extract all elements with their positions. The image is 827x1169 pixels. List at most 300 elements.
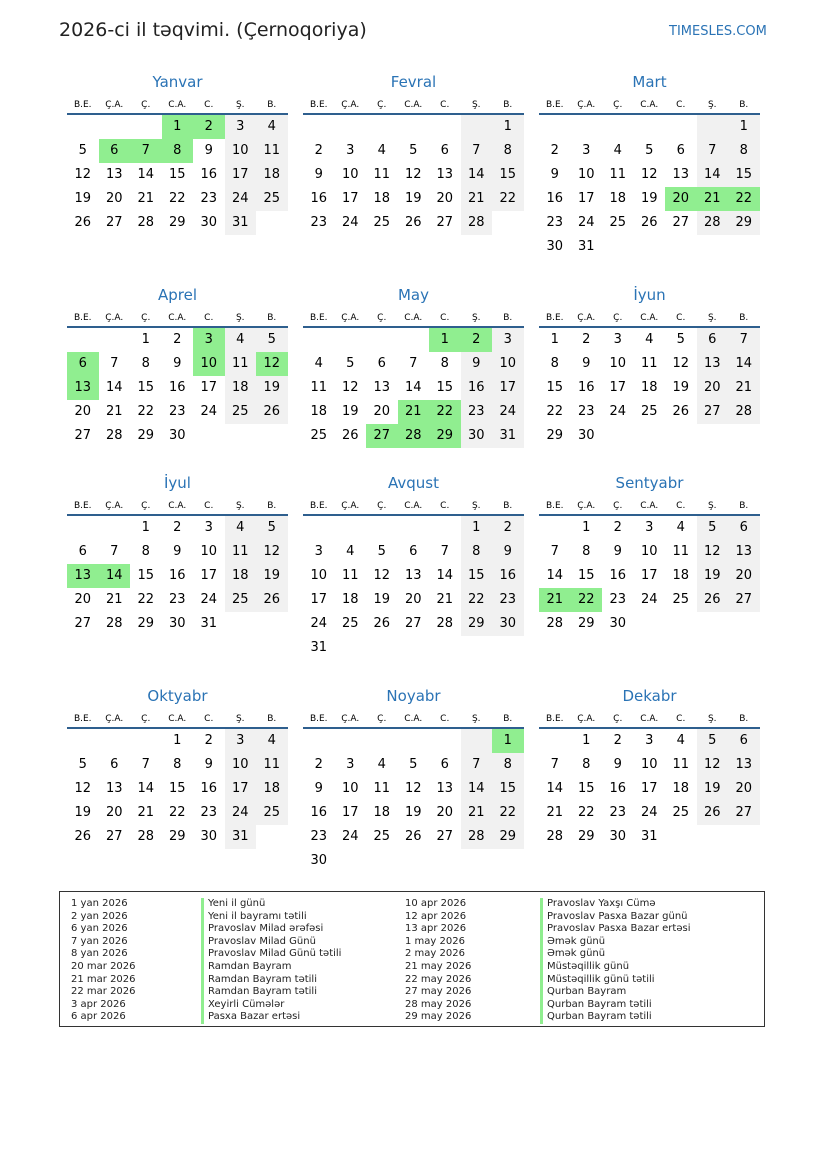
day-cell: 27	[404, 616, 422, 631]
weekday-label: Ç.A.	[105, 714, 124, 724]
weekday-label: Ç.A.	[105, 501, 124, 511]
empty-cell	[366, 115, 398, 139]
holiday-day-cell: 21	[539, 588, 571, 612]
day-cell: 11	[310, 380, 328, 395]
weekday-label: Ç.A.	[577, 714, 596, 724]
day-cell: 9	[613, 544, 622, 559]
day-cell: 15	[492, 163, 524, 187]
day-cell: 1	[141, 520, 150, 535]
day-cell: 20	[436, 191, 454, 206]
day-cell: 5	[697, 729, 729, 753]
day-cell: 15	[436, 380, 454, 395]
holiday-name: Pravoslav Milad Günü	[201, 936, 316, 949]
empty-cell	[335, 115, 367, 139]
day-cell: 6	[728, 729, 760, 753]
day-cell: 23	[200, 805, 218, 820]
weekday-label: B.	[739, 714, 749, 724]
empty-cell	[366, 328, 398, 352]
holiday-day-cell: 1	[162, 115, 194, 139]
day-cell: 8	[582, 544, 591, 559]
empty-cell	[539, 729, 571, 753]
day-cell: 30	[577, 428, 595, 443]
day-grid	[67, 328, 288, 448]
day-cell: 3	[225, 729, 257, 753]
day-cell: 22	[492, 187, 524, 211]
site-link[interactable]: TIMESLES.COM	[669, 24, 767, 39]
holiday-name: Müstəqillik günü	[540, 961, 629, 974]
empty-cell	[602, 115, 634, 139]
holiday-date: 20 mar 2026	[71, 961, 136, 972]
month-12	[539, 687, 760, 849]
holiday-date: 12 apr 2026	[405, 910, 467, 922]
day-cell: 2	[314, 143, 323, 158]
day-cell: 1	[173, 733, 182, 748]
empty-cell	[303, 729, 335, 753]
day-cell: 31	[200, 616, 218, 631]
empty-cell	[67, 729, 99, 753]
weekday-label: Ç.	[141, 501, 151, 511]
day-cell: 27	[728, 801, 760, 825]
holiday-date: 21 may 2026	[405, 961, 472, 972]
day-cell: 23	[168, 592, 186, 607]
day-cell: 11	[640, 356, 658, 371]
day-cell: 10	[341, 167, 359, 182]
day-cell: 11	[672, 544, 690, 559]
empty-cell	[571, 115, 603, 139]
day-cell: 18	[256, 777, 288, 801]
day-cell: 8	[582, 757, 591, 772]
day-cell: 21	[546, 805, 564, 820]
holiday-date: 1 yan 2026	[71, 898, 128, 909]
day-cell: 27	[728, 588, 760, 612]
day-cell: 13	[373, 380, 391, 395]
day-cell: 16	[492, 564, 524, 588]
day-cell: 20	[74, 404, 92, 419]
day-cell: 19	[256, 376, 288, 400]
day-cell: 3	[645, 520, 654, 535]
day-cell: 26	[404, 215, 422, 230]
day-cell: 14	[137, 781, 155, 796]
empty-cell	[634, 115, 666, 139]
day-cell: 8	[492, 139, 524, 163]
holiday-name: Qurban Bayram tətili	[540, 999, 652, 1012]
holiday-name: Yeni il bayramı tətili	[201, 911, 307, 924]
day-cell: 6	[440, 757, 449, 772]
day-cell: 5	[377, 544, 386, 559]
weekday-label: Ş.	[235, 501, 245, 511]
weekday-label: C.	[204, 501, 214, 511]
holiday-date: 2 yan 2026	[71, 910, 128, 922]
day-cell: 24	[341, 829, 359, 844]
day-cell: 7	[728, 328, 760, 352]
day-cell: 19	[672, 380, 690, 395]
empty-cell	[429, 729, 461, 753]
weekday-label: Ç.	[377, 501, 387, 511]
day-cell: 22	[492, 801, 524, 825]
holiday-name: Yeni il günü	[201, 898, 265, 911]
day-cell: 26	[672, 404, 690, 419]
day-cell: 17	[492, 376, 524, 400]
empty-cell	[99, 729, 131, 753]
weekday-label: Ç.	[613, 714, 623, 724]
day-cell: 6	[697, 328, 729, 352]
day-cell: 27	[105, 215, 123, 230]
day-cell: 1	[728, 115, 760, 139]
day-cell: 23	[609, 592, 627, 607]
day-cell: 22	[577, 805, 595, 820]
day-cell: 15	[168, 167, 186, 182]
day-cell: 10	[341, 781, 359, 796]
day-cell: 9	[492, 540, 524, 564]
day-cell: 10	[640, 757, 658, 772]
day-cell: 27	[436, 829, 454, 844]
empty-cell	[398, 729, 430, 753]
day-cell: 27	[436, 215, 454, 230]
day-cell: 29	[577, 616, 595, 631]
day-cell: 17	[640, 568, 658, 583]
holiday-date: 1 may 2026	[405, 935, 465, 947]
day-cell: 14	[728, 352, 760, 376]
month-name: Oktyabr	[147, 687, 208, 705]
weekday-label: C.A.	[404, 100, 423, 110]
day-cell: 28	[546, 829, 564, 844]
weekday-label: C.	[676, 714, 686, 724]
day-cell: 14	[436, 568, 454, 583]
day-cell: 26	[256, 588, 288, 612]
day-cell: 12	[373, 568, 391, 583]
holiday-day-cell: 28	[398, 424, 430, 448]
day-cell: 4	[256, 115, 288, 139]
day-cell: 24	[200, 592, 218, 607]
day-cell: 26	[697, 588, 729, 612]
day-cell: 17	[200, 568, 218, 583]
day-cell: 3	[346, 757, 355, 772]
weekday-label: Ş.	[471, 714, 481, 724]
day-cell: 28	[137, 829, 155, 844]
weekday-label: B.	[503, 714, 513, 724]
day-cell: 5	[78, 143, 87, 158]
day-cell: 9	[461, 352, 493, 376]
weekday-label: C.A.	[640, 313, 659, 323]
day-cell: 8	[141, 356, 150, 371]
weekday-label: B.E.	[73, 714, 92, 724]
weekday-label: B.	[739, 313, 749, 323]
empty-cell	[398, 115, 430, 139]
holiday-name: Ramdan Bayram	[201, 961, 291, 974]
day-cell: 7	[697, 139, 729, 163]
day-cell: 27	[105, 829, 123, 844]
day-cell: 28	[436, 616, 454, 631]
weekday-label: C.	[440, 501, 450, 511]
month-name: Fevral	[390, 73, 437, 91]
day-cell: 30	[609, 616, 627, 631]
holiday-day-cell: 2	[193, 115, 225, 139]
day-cell: 5	[697, 516, 729, 540]
weekday-header	[539, 97, 760, 113]
month-9	[539, 474, 760, 636]
weekday-header	[67, 498, 288, 514]
day-cell: 30	[200, 829, 218, 844]
day-cell: 30	[200, 215, 218, 230]
day-cell: 16	[200, 167, 218, 182]
day-cell: 31	[310, 640, 328, 655]
day-cell: 4	[346, 544, 355, 559]
month-8	[303, 474, 524, 660]
weekday-label: Ş.	[707, 714, 717, 724]
weekday-label: Ç.	[377, 714, 387, 724]
day-cell: 26	[256, 400, 288, 424]
day-cell: 7	[409, 356, 418, 371]
day-cell: 29	[168, 215, 186, 230]
holiday-date: 6 yan 2026	[71, 923, 128, 935]
day-cell: 8	[141, 544, 150, 559]
empty-cell	[665, 115, 697, 139]
month-7	[67, 474, 288, 636]
day-cell: 24	[225, 801, 257, 825]
holiday-day-cell: 6	[99, 139, 131, 163]
day-cell: 4	[377, 143, 386, 158]
weekday-label: Ş.	[235, 100, 245, 110]
weekday-label: C.A.	[168, 100, 187, 110]
weekday-header	[67, 97, 288, 113]
day-cell: 16	[168, 568, 186, 583]
day-cell: 16	[609, 781, 627, 796]
month-name: Noyabr	[386, 687, 441, 705]
day-cell: 8	[461, 540, 493, 564]
empty-cell	[67, 328, 99, 352]
day-cell: 4	[314, 356, 323, 371]
weekday-label: B.E.	[73, 100, 92, 110]
day-cell: 26	[404, 829, 422, 844]
day-cell: 23	[168, 404, 186, 419]
day-cell: 1	[582, 520, 591, 535]
day-cell: 8	[728, 139, 760, 163]
day-cell: 20	[74, 592, 92, 607]
month-name: Dekabr	[622, 687, 677, 705]
day-cell: 15	[137, 568, 155, 583]
holiday-day-cell: 22	[728, 187, 760, 211]
day-cell: 30	[492, 612, 524, 636]
day-cell: 5	[409, 757, 418, 772]
holiday-name: Pravoslav Milad ərəfəsi	[201, 923, 323, 936]
holiday-date: 21 mar 2026	[71, 973, 136, 985]
day-cell: 26	[74, 829, 92, 844]
day-cell: 22	[546, 404, 564, 419]
day-cell: 25	[609, 215, 627, 230]
day-cell: 25	[341, 616, 359, 631]
weekday-label: B.E.	[545, 714, 564, 724]
weekday-label: Ç.A.	[577, 100, 596, 110]
day-cell: 12	[404, 167, 422, 182]
day-cell: 15	[168, 781, 186, 796]
day-cell: 16	[310, 191, 328, 206]
day-cell: 9	[550, 167, 559, 182]
day-cell: 11	[341, 568, 359, 583]
month-name: Mart	[632, 73, 667, 91]
weekday-label: Ç.	[377, 313, 387, 323]
weekday-label: Ş.	[707, 501, 717, 511]
day-cell: 2	[492, 516, 524, 540]
day-cell: 18	[256, 163, 288, 187]
day-cell: 13	[697, 352, 729, 376]
empty-cell	[99, 328, 131, 352]
empty-cell	[461, 115, 493, 139]
day-cell: 15	[546, 380, 564, 395]
day-cell: 16	[461, 376, 493, 400]
weekday-header	[303, 97, 524, 113]
day-cell: 7	[110, 544, 119, 559]
day-cell: 24	[200, 404, 218, 419]
day-cell: 29	[546, 428, 564, 443]
holiday-date: 29 may 2026	[405, 1011, 472, 1023]
day-cell: 3	[645, 733, 654, 748]
day-cell: 13	[436, 167, 454, 182]
day-cell: 19	[373, 592, 391, 607]
day-cell: 12	[256, 540, 288, 564]
day-cell: 4	[377, 757, 386, 772]
day-cell: 16	[546, 191, 564, 206]
day-cell: 31	[577, 239, 595, 254]
day-cell: 24	[492, 400, 524, 424]
day-cell: 22	[461, 588, 493, 612]
day-cell: 28	[461, 825, 493, 849]
holiday-date: 8 yan 2026	[71, 948, 128, 960]
weekday-label: Ç.	[141, 714, 151, 724]
weekday-label: Ç.A.	[577, 313, 596, 323]
day-cell: 19	[74, 191, 92, 206]
day-cell: 1	[582, 733, 591, 748]
month-1	[67, 73, 288, 235]
weekday-label: Ç.A.	[577, 501, 596, 511]
day-cell: 19	[697, 564, 729, 588]
day-cell: 20	[105, 805, 123, 820]
day-cell: 21	[461, 187, 493, 211]
day-cell: 19	[74, 805, 92, 820]
weekday-label: Ç.	[141, 313, 151, 323]
weekday-label: B.	[739, 100, 749, 110]
day-cell: 19	[341, 404, 359, 419]
holiday-date: 22 mar 2026	[71, 986, 136, 998]
weekday-label: Ç.	[613, 313, 623, 323]
day-cell: 28	[697, 211, 729, 235]
day-cell: 14	[404, 380, 422, 395]
day-cell: 10	[225, 753, 257, 777]
holiday-name: Xeyirli Cümələr	[201, 999, 284, 1012]
month-6	[539, 286, 760, 448]
day-cell: 6	[78, 544, 87, 559]
holiday-day-cell: 3	[193, 328, 225, 352]
day-cell: 5	[256, 328, 288, 352]
day-cell: 26	[373, 616, 391, 631]
day-cell: 21	[436, 592, 454, 607]
holiday-name: Əmək günü	[540, 936, 605, 949]
day-cell: 5	[346, 356, 355, 371]
weekday-label: B.	[503, 313, 513, 323]
weekday-label: Ç.A.	[341, 501, 360, 511]
holiday-name: Pravoslav Pasxa Bazar günü	[540, 911, 688, 924]
weekday-header	[67, 711, 288, 727]
holiday-day-cell: 22	[571, 588, 603, 612]
holiday-day-cell: 12	[256, 352, 288, 376]
day-cell: 25	[672, 805, 690, 820]
day-cell: 24	[341, 215, 359, 230]
month-name: İyul	[164, 474, 191, 492]
holiday-day-cell: 13	[67, 564, 99, 588]
day-cell: 24	[640, 805, 658, 820]
day-cell: 13	[436, 781, 454, 796]
day-cell: 7	[461, 139, 493, 163]
weekday-label: Ş.	[471, 313, 481, 323]
day-cell: 2	[550, 143, 559, 158]
day-cell: 17	[310, 592, 328, 607]
weekday-header	[303, 310, 524, 326]
day-cell: 2	[613, 520, 622, 535]
day-cell: 13	[728, 753, 760, 777]
day-cell: 2	[314, 757, 323, 772]
holiday-day-cell: 29	[429, 424, 461, 448]
weekday-label: Ç.A.	[105, 100, 124, 110]
weekday-label: B.E.	[545, 100, 564, 110]
day-grid	[303, 729, 524, 873]
day-grid	[539, 115, 760, 259]
holiday-day-cell: 14	[99, 564, 131, 588]
empty-cell	[67, 516, 99, 540]
weekday-label: B.E.	[545, 501, 564, 511]
holiday-day-cell: 10	[193, 352, 225, 376]
holiday-name: Pravoslav Yaxşı Cümə	[540, 898, 656, 911]
holiday-name: Pravoslav Pasxa Bazar ertəsi	[540, 923, 690, 936]
weekday-label: C.A.	[640, 501, 659, 511]
day-cell: 18	[225, 376, 257, 400]
day-cell: 21	[137, 191, 155, 206]
day-cell: 28	[105, 428, 123, 443]
day-cell: 10	[577, 167, 595, 182]
day-cell: 11	[225, 352, 257, 376]
day-cell: 30	[168, 616, 186, 631]
day-cell: 19	[404, 805, 422, 820]
weekday-label: B.	[267, 501, 277, 511]
day-cell: 9	[582, 356, 591, 371]
day-cell: 23	[546, 215, 564, 230]
day-cell: 1	[141, 332, 150, 347]
weekday-label: Ş.	[707, 100, 717, 110]
day-cell: 7	[440, 544, 449, 559]
weekday-label: C.	[204, 100, 214, 110]
day-cell: 9	[613, 757, 622, 772]
day-cell: 28	[105, 616, 123, 631]
day-cell: 26	[74, 215, 92, 230]
weekday-label: Ç.	[613, 100, 623, 110]
day-cell: 14	[461, 777, 493, 801]
day-cell: 14	[697, 163, 729, 187]
empty-cell	[366, 516, 398, 540]
holiday-day-cell: 13	[67, 376, 99, 400]
day-cell: 23	[200, 191, 218, 206]
weekday-label: B.E.	[545, 313, 564, 323]
day-cell: 18	[609, 191, 627, 206]
weekday-label: Ç.	[613, 501, 623, 511]
day-cell: 9	[204, 757, 213, 772]
weekday-label: B.	[503, 501, 513, 511]
day-cell: 20	[728, 777, 760, 801]
empty-cell	[130, 729, 162, 753]
holiday-date: 13 apr 2026	[405, 923, 467, 935]
empty-cell	[539, 516, 571, 540]
weekday-label: C.	[676, 313, 686, 323]
day-cell: 8	[173, 757, 182, 772]
day-cell: 8	[440, 356, 449, 371]
day-cell: 14	[105, 380, 123, 395]
